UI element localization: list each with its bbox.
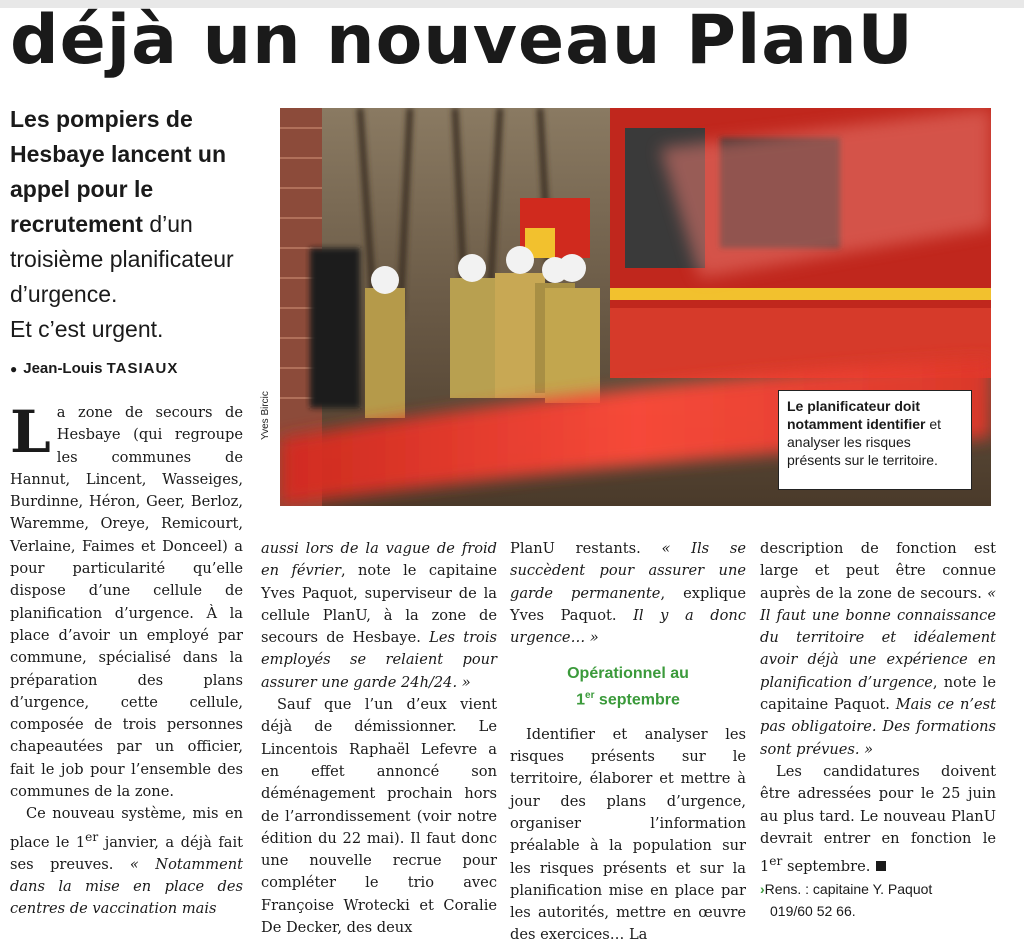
contact-info bbox=[760, 878, 996, 922]
subheading-sup: er bbox=[585, 690, 595, 702]
col4-text-1: description de fonction est large et peut être connue auprès de la zone de secours. bbox=[760, 540, 996, 602]
col1-sup: er bbox=[85, 829, 99, 844]
arrow-icon: › bbox=[760, 881, 765, 898]
contact-line-1: Rens. : capitaine Y. Paquot bbox=[764, 881, 933, 898]
col1-paragraph-1 bbox=[10, 398, 243, 803]
col1-text-2a: Ce nouveau système, mis en place le 1 bbox=[10, 805, 243, 851]
chapo bbox=[10, 102, 268, 347]
author-byline bbox=[10, 360, 268, 377]
col4-quote-1: « Il faut une bonne connaissance du territoire et idéalement avoir déjà une expérience en planification d’urgence bbox=[760, 584, 996, 691]
col2-text-1: , note le capitaine Yves Paquot, superviseur de la cellule PlanU, à la zone de secours de Hesbaye. bbox=[261, 562, 497, 647]
headline: déjà un nouveau PlanU bbox=[10, 1, 914, 80]
col4-text-3: Les candidatures doivent être adressées pour le 25 juin au plus tard. Le nouveau PlanU devrait entrer en fonction le 1 bbox=[760, 762, 996, 876]
col4-paragraph-1 bbox=[760, 538, 996, 761]
subheading-num: 1 bbox=[576, 691, 586, 709]
col3-quote-2: Il y a donc urgence… » bbox=[510, 606, 746, 647]
caption-rest: et analyser les risques présents sur le territoire. bbox=[787, 416, 942, 468]
dropcap: L bbox=[10, 398, 51, 466]
col4-text-4: septembre. bbox=[782, 858, 871, 876]
col1-text-2b: janvier, a déjà fait ses preuves. bbox=[10, 833, 244, 873]
col4-quote-2: Mais ce n’est pas obligatoire. Des formations sont prévues. » bbox=[760, 696, 996, 758]
col2-quote-2: Les trois employés se relaient pour assurer une garde 24h/24. » bbox=[261, 629, 497, 691]
col3-paragraph-2: Identifier et analyser les risques présents sur le territoire, élaborer et mettre à jour des plans d’urgence, organiser l’information préalable à la population sur les risques présents et sur la planification mise en place par les autorités, mettre en œuvre des exercices… La bbox=[510, 725, 746, 944]
chapo-rest: d’un troisième planificateur d’urgence. bbox=[10, 211, 234, 307]
end-mark-icon bbox=[876, 861, 886, 871]
caption-bold: Le planificateur doit notamment identifier bbox=[787, 398, 926, 432]
chapo-bold: Les pompiers de Hesbaye lancent un appel pour le recrutement bbox=[10, 106, 227, 237]
col2-paragraph-1 bbox=[261, 538, 497, 694]
article-column-3 bbox=[510, 538, 746, 947]
article-column-1 bbox=[10, 398, 244, 921]
subheading-line-2: septembre bbox=[594, 691, 680, 709]
col3-quote-1: « Ils se succèdent pour assurer une garde permanente bbox=[510, 540, 746, 602]
col3-text-1: PlanU restants. bbox=[510, 540, 662, 557]
col3-paragraph-1 bbox=[510, 538, 746, 649]
author-first: Jean-Louis bbox=[23, 360, 103, 377]
col4-paragraph-2 bbox=[760, 761, 996, 878]
col2-paragraph-2: Sauf que l’un d’eux vient déjà de démissionner. Le Lincentois Raphaël Lefevre a en effet annoncé son déménagement prochain hors de l’arrondissement (voir notre édition du 22 mai). Il faut donc une nouvelle recrue pour compléter le trio avec Françoise Wrotecki et Coralie De Decker, des deux bbox=[261, 696, 497, 937]
author-last: TASIAUX bbox=[106, 360, 179, 377]
article-column-4 bbox=[760, 538, 996, 922]
subheading-line-1: Opérationnel au bbox=[567, 665, 689, 683]
photo-credit: Yves Bircic bbox=[260, 391, 271, 440]
col3-text-2: , explique Yves Paquot. bbox=[510, 584, 746, 624]
bullet-icon: ● bbox=[10, 362, 18, 376]
article-column-2 bbox=[261, 538, 497, 939]
subheading bbox=[510, 663, 746, 711]
chapo-line2: Et c’est urgent. bbox=[10, 316, 164, 342]
col1-text-1: a zone de secours de Hesbaye (qui regroupe les communes de Hannut, Lincent, Wasseiges, Burdinne, Héron, Geer, Berloz, Waremme, Oreye, Remicourt, Verlaine, Faimes et Donceel) a pour particularité qu’elle dispose d’une cellule de planification d’urgence. À la place d’avoir un employé par commune, spécialisé dans la préparation des plans d’urgence, cette cellule, composée de trois personnes chapeautées par un officier, fait le job pour l’ensemble des communes de la zone. bbox=[10, 404, 243, 801]
col4-sup: er bbox=[769, 854, 783, 869]
col2-quote-1: aussi lors de la vague de froid en février bbox=[261, 540, 497, 580]
col1-paragraph-2 bbox=[10, 803, 243, 920]
col1-quote: « Notamment dans la mise en place des centres de vaccination mais bbox=[10, 855, 243, 918]
contact-line-2: 019/60 52 66. bbox=[770, 903, 856, 920]
col4-text-2: , note le capitaine Paquot. bbox=[760, 673, 996, 714]
photo-caption bbox=[778, 390, 972, 490]
